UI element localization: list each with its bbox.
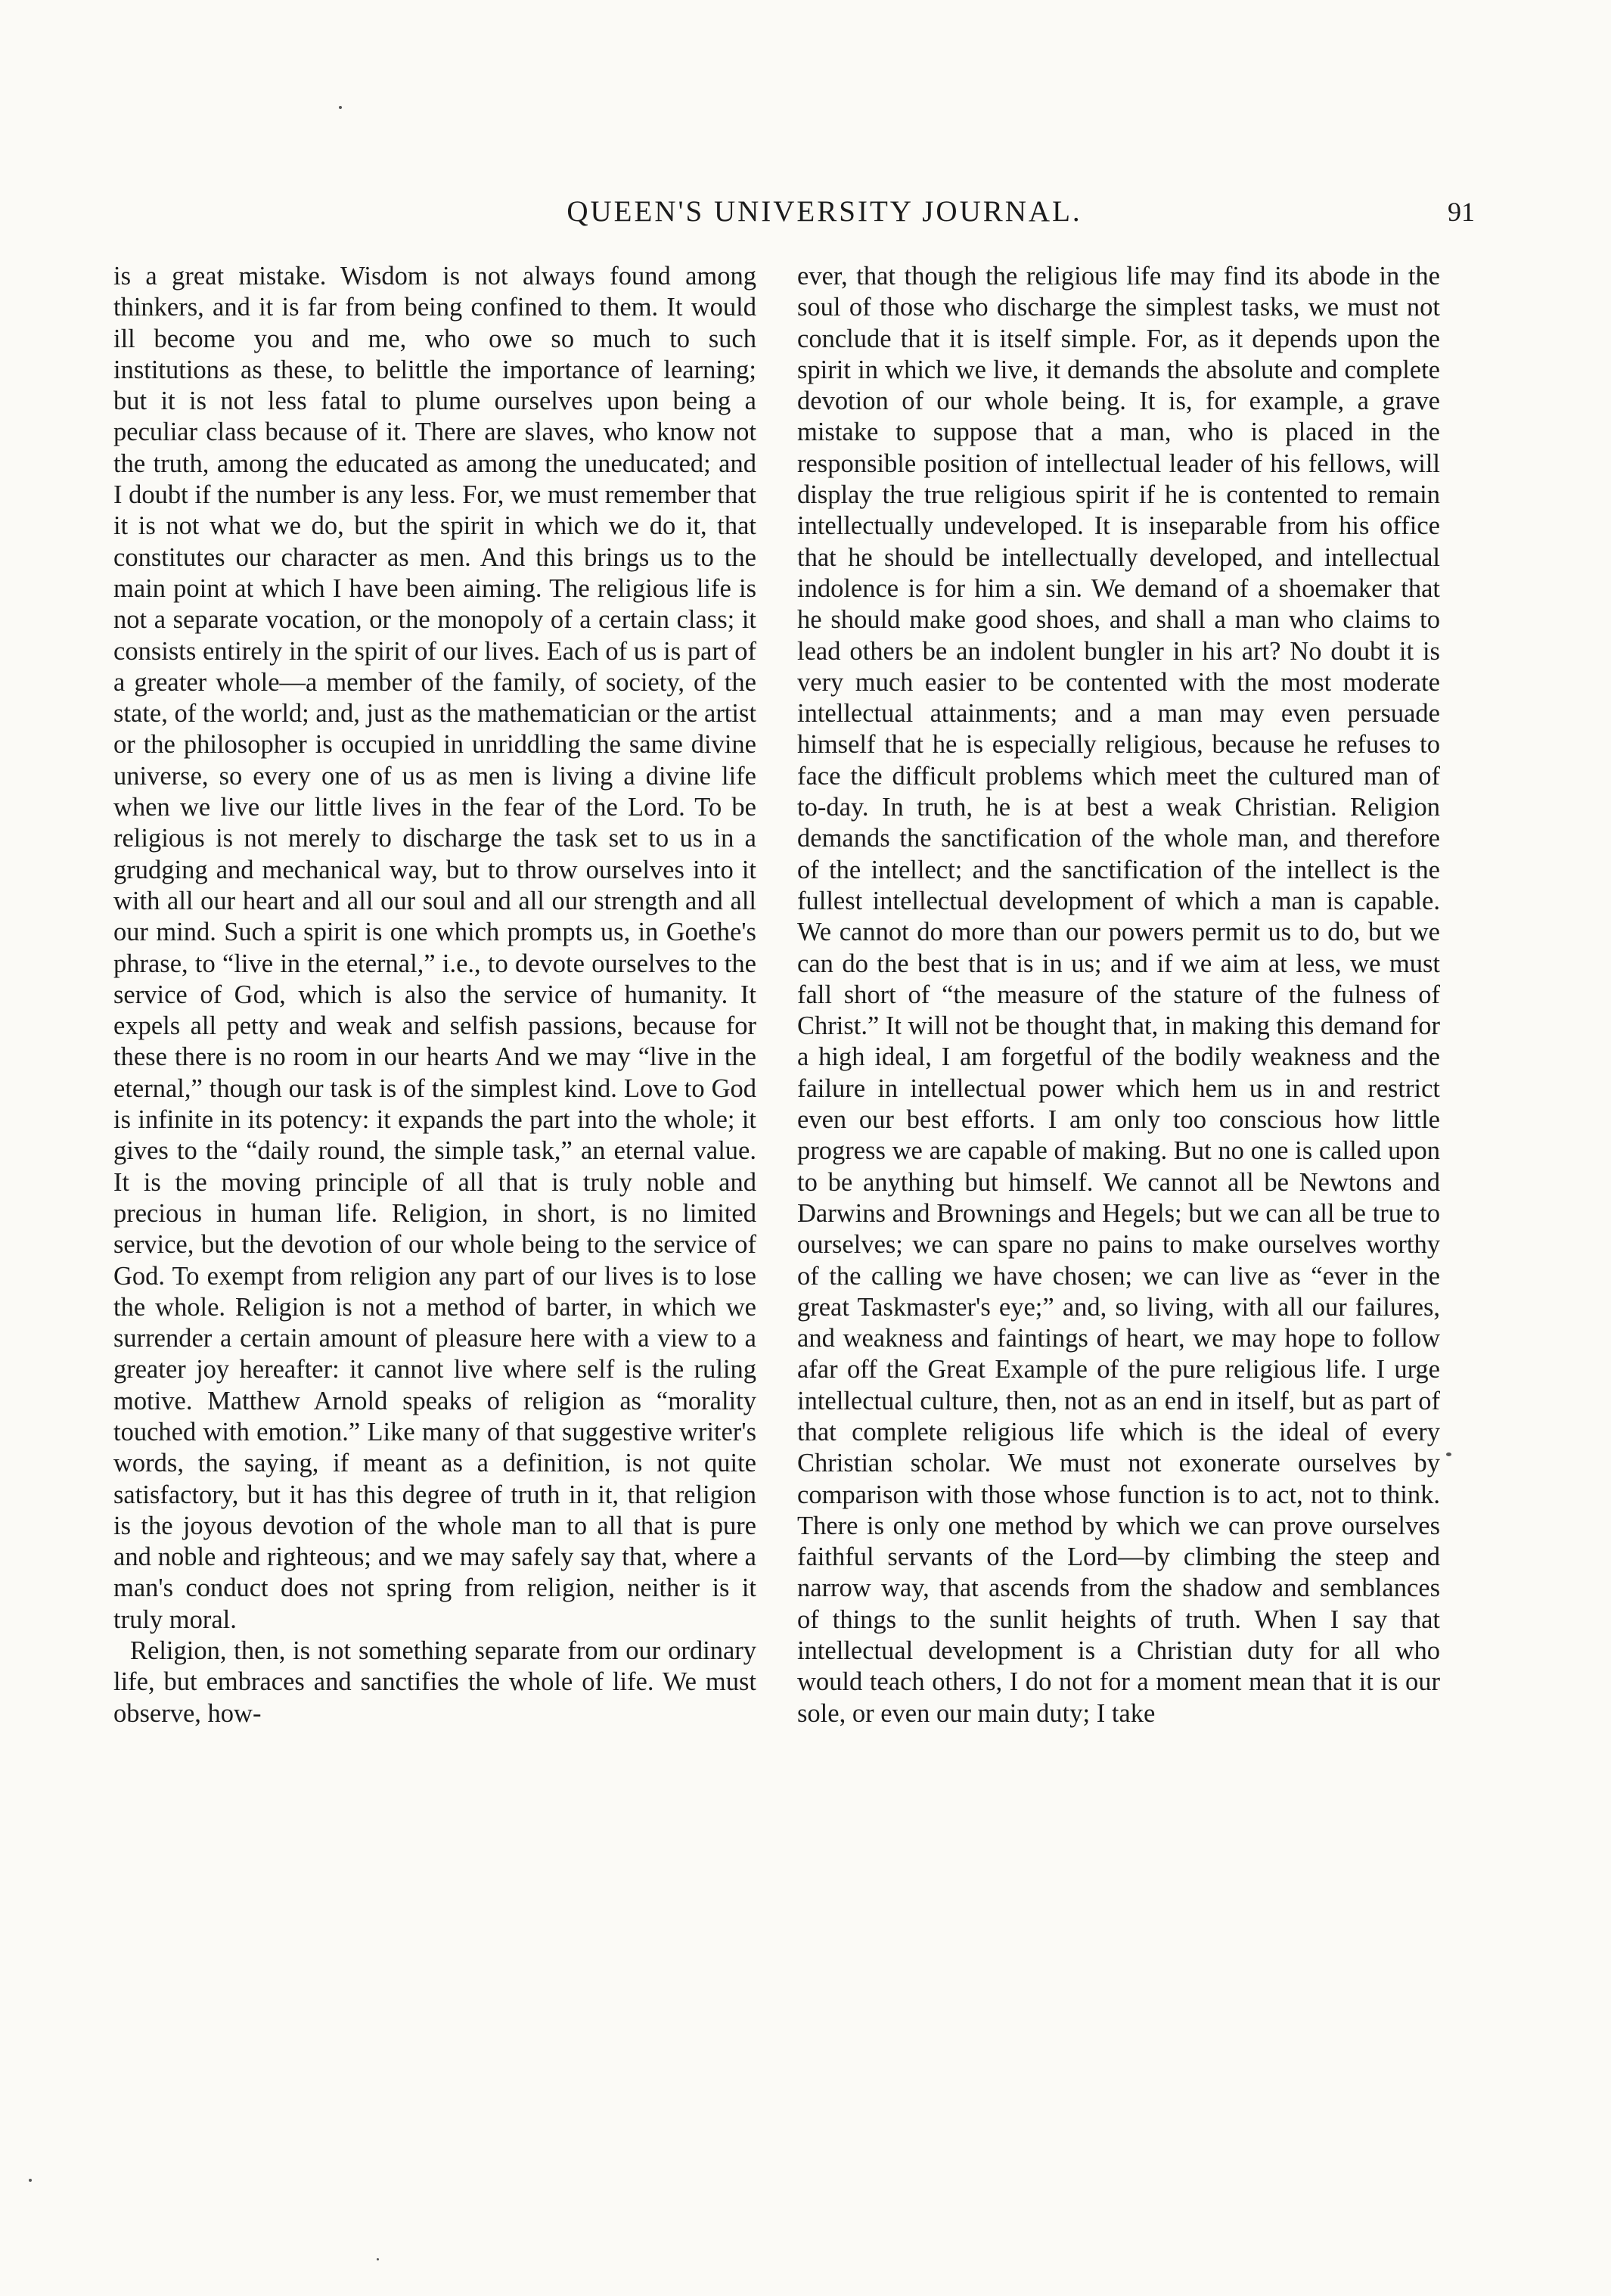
left-column — [113, 261, 756, 2198]
page-header — [113, 191, 1475, 233]
right-paragraph-1: ever, that though the religious life may find its abode in the soul of those who discharge the simplest tasks, we must not conclude that it is itself simple. For, as it depends upon the spirit in which we live, it demands the absolute and complete devotion of our whole being. It is, for example, a grave mistake to suppose that a man, who is placed in the responsible position of intellectual leader of his fellows, will display the true religious spirit if he is contented to remain intellectually undeveloped. It is inseparable from his office that he should be intellectually developed, and intellectual indolence is for him a sin. We demand of a shoemaker that he should make good shoes, and shall a man who claims to lead others be an indolent bungler in his art? No doubt it is very much easier to be contented with the most moderate intellectual attainments; and a man may even persuade himself that he is especially religious, because he refuses to face the difficult problems which meet the cultured man of to-day. In truth, he is at best a weak Christian. Religion demands the sanctification of the whole man, and therefore of the intellect; and the sanctification of the intellect is the fullest intellectual development of which a man is capable. We cannot do more than our powers permit us to do, but we can do the best that is in us; and if we aim at less, we must fall short of “the measure of the stature of the fulness of Christ.” It will not be thought that, in making this demand for a high ideal, I am forgetful of the bodily weakness and the failure in intellectual power which hem us in and restrict even our best efforts. I am only too conscious how little progress we are capable of making. But no one is called upon to be anything but himself. We cannot all be Newtons and Darwins and Brownings and Hegels; but we can all be true to ourselves; we can spare no pains to make ourselves worthy of the calling we have chosen; we can live as “ever in the great Taskmaster's eye;” and, so living, with all our failures, and weakness and faintings of heart, we may hope to follow afar off the Great Example of the pure religious life. I urge intellectual culture, then, not as an end in itself, but as part of that complete religious life which is the ideal of every Christian scholar. We must not exonerate ourselves by comparison with those whose function is to act, not to think. There is only one method by which we can prove ourselves faithful servants of the Lord—by climbing the steep and narrow way, that ascends from the shadow and semblances of things to the sunlit heights of truth. When I say that intellectual development is a Christian duty for all who would teach others, I do not for a moment mean that it is our sole, or even our main duty; I take — [797, 262, 1440, 1728]
paper-speck — [339, 106, 342, 109]
left-paragraph-1: is a great mistake. Wisdom is not always found among thinkers, and it is far from being confined to them. It would ill become you and me, who owe so much to such institutions as these, to belittle the importance of learning; but it is not less fatal to plume ourselves upon being a peculiar class because of it. There are slaves, who know not the truth, among the educated as among the uneducated; and I doubt if the number is any less. For, we must remember that it is not what we do, but the spirit in which we do it, that constitutes our character as men. And this brings us to the main point at which I have been aiming. The religious life is not a separate vocation, or the monopoly of a certain class; it consists entirely in the spirit of our lives. Each of us is part of a greater whole—a member of the family, of society, of the state, of the world; and, just as the mathematician or the artist or the philosopher is occupied in unriddling the same divine universe, so every one of us as men is living a divine life when we live our little lives in the fear of the Lord. To be religious is not merely to discharge the task set to us in a grudging and mechanical way, but to throw ourselves into it with all our heart and all our soul and all our strength and all our mind. Such a spirit is one which prompts us, in Goethe's phrase, to “live in the eternal,” i.e., to devote ourselves to the service of God, which is also the service of humanity. It expels all petty and weak and selfish passions, because for these there is no room in our hearts And we may “live in the eternal,” though our task is of the simplest kind. Love to God is infinite in its potency: it expands the part into the whole; it gives to the “daily round, the simple task,” an eternal value. It is the moving principle of all that is truly noble and precious in human life. Religion, in short, is no limited service, but the devotion of our whole being to the service of God. To exempt from religion any part of our lives is to lose the whole. Religion is not a method of barter, in which we surrender a certain amount of pleasure here with a view to a greater joy hereafter: it cannot live where self is the ruling motive. Matthew Arnold speaks of religion as “morality touched with emotion.” Like many of that suggestive writer's words, the saying, if meant as a definition, is not quite satisfactory, but it has this degree of truth in it, that religion is the joyous devotion of the whole man to all that is pure and noble and righteous; and we may safely say that, where a man's conduct does not spring from religion, neither is it truly moral. — [113, 262, 756, 1634]
running-title: QUEEN'S UNIVERSITY JOURNAL. — [566, 195, 1082, 228]
page-number: 91 — [1448, 197, 1475, 227]
paper-speck — [29, 2179, 32, 2182]
paper-speck — [1446, 1452, 1451, 1456]
paper-speck — [377, 2258, 379, 2260]
right-column — [797, 261, 1440, 2198]
left-paragraph-2: Religion, then, is not something separate from our ordinary life, but embraces and sanctifies the whole of life. We must observe, how- — [113, 1636, 756, 1728]
